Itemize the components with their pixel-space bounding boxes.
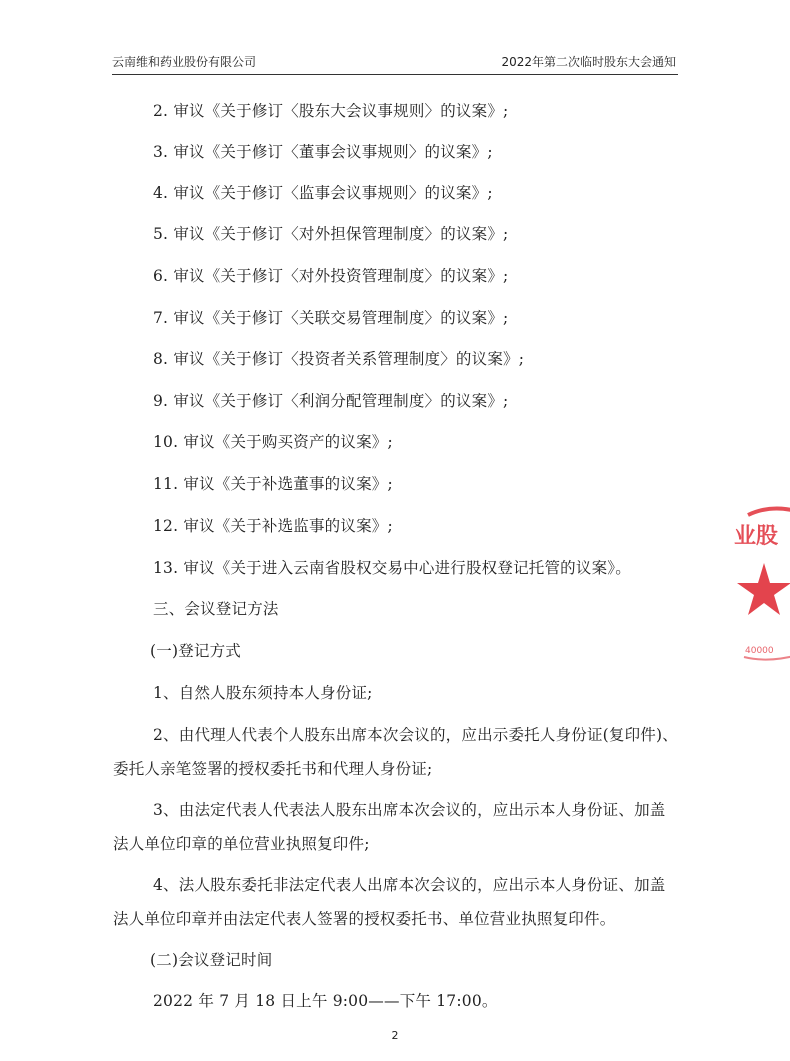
paragraph-3-line-1: 3、由法定代表人代表法人股东出席本次会议的，应出示本人身份证、加盖 bbox=[153, 801, 666, 819]
paragraph-2-line-2: 委托人亲笔签署的授权委托书和代理人身份证; bbox=[113, 760, 433, 778]
seal-code: 40000 bbox=[745, 646, 774, 656]
agenda-item-9: 9. 审议《关于修订〈利润分配管理制度〉的议案》; bbox=[153, 392, 509, 410]
agenda-item-5: 5. 审议《关于修订〈对外担保管理制度〉的议案》; bbox=[153, 225, 509, 243]
agenda-item-7: 7. 审议《关于修订〈关联交易管理制度〉的议案》; bbox=[153, 309, 509, 327]
paragraph-4-line-1: 4、法人股东委托非法定代表人出席本次会议的，应出示本人身份证、加盖 bbox=[153, 876, 666, 894]
agenda-item-2: 2. 审议《关于修订〈股东大会议事规则〉的议案》; bbox=[153, 102, 509, 120]
agenda-item-11: 11. 审议《关于补选董事的议案》; bbox=[153, 475, 393, 493]
page-number: 2 bbox=[391, 1029, 399, 1042]
header-company: 云南维和药业股份有限公司 bbox=[112, 55, 257, 69]
paragraph-2-line-1: 2、由代理人代表个人股东出席本次会议的，应出示委托人身份证(复印件)、 bbox=[153, 726, 678, 744]
agenda-item-8: 8. 审议《关于修订〈投资者关系管理制度〉的议案》; bbox=[153, 350, 525, 368]
section-heading-registration: 三、会议登记方法 bbox=[153, 600, 279, 618]
header-doc-title: 2022年第二次临时股东大会通知 bbox=[501, 55, 676, 69]
registration-time: 2022 年 7 月 18 日上午 9:00——下午 17:00。 bbox=[153, 992, 498, 1010]
subsection-heading-method: (一)登记方式 bbox=[150, 642, 241, 660]
paragraph-3-line-2: 法人单位印章的单位营业执照复印件; bbox=[113, 835, 370, 853]
agenda-item-13: 13. 审议《关于进入云南省股权交易中心进行股权登记托管的议案》。 bbox=[153, 559, 631, 577]
agenda-item-12: 12. 审议《关于补选监事的议案》; bbox=[153, 517, 393, 535]
subsection-heading-time: (二)会议登记时间 bbox=[150, 951, 273, 969]
seal-star-icon bbox=[737, 563, 790, 615]
agenda-item-4: 4. 审议《关于修订〈监事会议事规则〉的议案》; bbox=[153, 184, 493, 202]
seal-text: 业股 bbox=[734, 524, 779, 549]
page-header bbox=[112, 52, 678, 75]
paragraph-1: 1、自然人股东须持本人身份证; bbox=[153, 684, 373, 702]
paragraph-4-line-2: 法人单位印章并由法定代表人签署的授权委托书、单位营业执照复印件。 bbox=[113, 910, 616, 928]
company-seal-partial bbox=[728, 505, 790, 675]
agenda-item-10: 10. 审议《关于购买资产的议案》; bbox=[153, 433, 393, 451]
agenda-item-3: 3. 审议《关于修订〈董事会议事规则〉的议案》; bbox=[153, 143, 493, 161]
agenda-item-6: 6. 审议《关于修订〈对外投资管理制度〉的议案》; bbox=[153, 267, 509, 285]
